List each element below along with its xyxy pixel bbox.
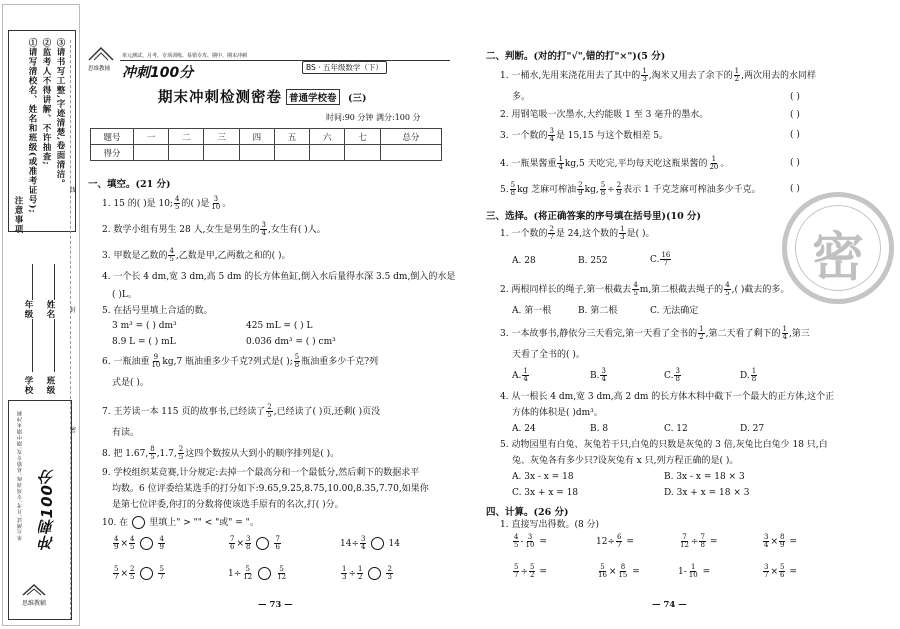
sidebar-notes-title: 注意事项 [13,196,23,234]
score-cell[interactable] [380,145,441,161]
fraction: $\frac{3}{4}$ [261,221,266,237]
choice-1-option-c[interactable]: C. $\frac{16}{7}$ [650,251,671,267]
choice-5-option-d[interactable]: D. 3x + x = 18 × 3 [664,488,750,498]
question-1: 1. 15 的( )是 10; $\frac{4}{5}$ 的( )是 $\frac{3}{10}$ 。 [102,195,232,211]
subtitle-boxed: 普通学校卷 [286,89,340,105]
question-9-line1: 9. 学校组织某竞赛,计分规定:去掉一个最高分和一个最低分,然后剩下的数据求平 [102,468,420,478]
choice-2-option-a[interactable]: A. 第一根 [512,306,552,316]
sidebar-class-label: 班级 [45,376,55,395]
judge-answer-5[interactable]: ( ) [790,184,800,194]
question-4-line2: ( )L。 [112,290,137,300]
choice-3-line1: 3. 一本故事书,静依分三天看完,第一天看了全书的 $\frac{1}{2}$ ,第二天看了剩下的 $\frac{1}{4}$ ,第三 [500,325,810,341]
compare-circle-icon [132,516,145,529]
logo: 冲刺100分 [122,65,194,81]
compare-answer-circle[interactable] [258,567,271,580]
question-5: 5. 在括号里填上合适的数。 [102,306,213,316]
sidebar-ad-text: 单元测试,月考,专项训练,易错专攻,期中期末冲刺 [17,410,23,541]
compare-answer-circle[interactable] [368,567,381,580]
choice-5-option-b[interactable]: B. 3x - x = 18 × 3 [664,472,745,482]
compare-item-4: $\frac{5}{7}$ × $\frac{2}{5}$ $\frac{5}{7}$ [114,565,164,581]
choice-2-option-c[interactable]: C. 无法确定 [650,306,699,316]
judge-2: 2. 用钢笔吸一次墨水,大约能吸 1 至 3 毫升的墨水。 [500,110,709,120]
sidebar-brand: 思维教辅 [22,600,47,607]
fraction: $\frac{4}{5}$ [169,247,174,263]
question-4-line1: 4. 一个长 4 dm,宽 3 dm,高 5 dm 的长方体鱼缸,倒入水后量得水深 3.5 dm,倒入的水是 [102,272,456,282]
choice-4-option-d[interactable]: D. 27 [740,424,765,434]
compare-item-5: 1÷ $\frac{5}{12}$ $\frac{5}{12}$ [228,565,287,581]
sidebar-note-1: ①请写清校名、姓名和班级(或准考证号); [27,38,37,214]
score-cell[interactable] [239,145,274,161]
question-7-line2: 有读。 [112,428,140,438]
judge-4: 4. 一瓶果酱重 $\frac{1}{4}$ kg,5 天吃完,平均每天吃这瓶果酱的 $\frac{1}{20}$ 。 [500,155,730,171]
page-number-left: — 73 — [258,600,293,610]
judge-1-line1: 1. 一桶水,先用来浇花用去了其中的 $\frac{1}{3}$ ,淘米又用去了余下的 $\frac{1}{2}$ ,两次用去的水同样 [500,67,816,83]
compare-item-1: $\frac{4}{9}$ × $\frac{4}{5}$ $\frac{4}{9}$ [114,535,164,551]
sidebar-grade-label: 年级 [23,300,33,319]
fraction: $\frac{8}{5}$ [150,445,155,461]
score-cell[interactable] [169,145,204,161]
question-8: 8. 把 1.67, $\frac{8}{5}$ ,1.7, $\frac{2}{5}$ 这四个数按从大到小的顺序排列是( )。 [102,445,340,461]
calc-item-6: $\frac{5}{16}$ × $\frac{8}{15}$ = [598,563,640,579]
calc-item-3: $\frac{7}{12}$ ÷ $\frac{7}{8}$ = [680,533,718,549]
score-cell[interactable] [345,145,380,161]
question-6-line1: 6. 一瓶油重 $\frac{9}{10}$ kg,7 瓶油重多少千克?列式是( ); $\frac{5}{8}$ 瓶油重多少千克?列 [102,353,379,369]
score-table [90,128,442,161]
page-number-right: — 74 — [652,600,687,610]
score-header-cell: 七 [345,129,380,145]
choice-3-option-b[interactable]: B. $\frac{3}{4}$ [590,367,606,383]
calc-item-2: 12÷ $\frac{6}{7}$ = [596,533,634,549]
judge-answer-4[interactable]: ( ) [790,158,800,168]
question-7-line1: 7. 王芳读一本 115 页的故事书,已经读了 $\frac{2}{5}$ ,已经读了( )页,还剩( )页没 [102,403,381,419]
choice-4-option-c[interactable]: C. 12 [664,424,688,434]
compare-answer-circle[interactable] [371,537,384,550]
judge-answer-2[interactable]: ( ) [790,110,800,120]
fraction: $\frac{5}{8}$ [294,353,300,369]
question-10: 10. 在 里填上" > "" < "或" = "。 [102,518,259,528]
sidebar-school-label: 学校 [23,376,33,395]
compare-answer-circle[interactable] [256,537,269,550]
choice-2: 2. 两根同样长的绳子,第一根截去 $\frac{4}{5}$ m,第二根截去绳子的 $\frac{4}{5}$ ,( )截去的多。 [500,281,790,297]
choice-4-option-b[interactable]: B. 8 [590,424,609,434]
calc-item-1: $\frac{4}{5}$ - $\frac{3}{10}$ = [514,533,547,549]
score-header-cell: 总分 [380,129,441,145]
choice-3-option-a[interactable]: A. $\frac{1}{4}$ [512,367,528,383]
question-2: 2. 数学小组有男生 28 人,女生是男生的 $\frac{3}{4}$ ,女生有( )人。 [102,221,326,237]
score-header-cell: 题号 [91,129,134,145]
choice-5-option-c[interactable]: C. 3x + x = 18 [512,488,579,498]
fraction: $\frac{4}{5}$ [175,195,180,211]
fraction: $\frac{2}{5}$ [178,445,184,461]
calc-item-8: $\frac{3}{7}$ × $\frac{5}{6}$ = [764,563,797,579]
question-9-line2: 均数。6 位评委给某选手的打分如下:9.65,9.25,8.75,10.00,8.35,7.70,如果你 [112,484,429,494]
choice-4-line1: 4. 从一根长 4 dm,宽 3 dm,高 2 dm 的长方体木料中截下一个最大的正方体,这个正 [500,392,835,402]
question-5-row1b: 425 mL = ( ) L [246,321,313,331]
section-calc: 四、计算。(26 分) [486,507,569,518]
choice-1-option-a[interactable]: A. 28 [512,256,536,266]
score-header-cell: 二 [169,129,204,145]
full-score-info: 满分:100 分 [376,113,421,122]
question-5-row1a: 3 m³ = ( ) dm³ [112,321,177,331]
question-3: 3. 甲数是乙数的 $\frac{4}{5}$ ,乙数是甲,乙两数之和的( )。 [102,247,291,263]
score-cell[interactable] [134,145,169,161]
seal-label: 封 [70,307,77,314]
header-rule [120,60,450,61]
judge-answer-3[interactable]: ( ) [790,130,800,140]
choice-4-option-a[interactable]: A. 24 [512,424,536,434]
brand-left: 思维教辅 [88,66,111,72]
compare-answer-circle[interactable] [140,567,153,580]
compare-answer-circle[interactable] [140,537,153,550]
calc-item-4: $\frac{3}{4}$ × $\frac{8}{9}$ = [764,533,797,549]
choice-5-line2: 兔、灰兔各有多少只?设灰兔有 x 只,列方程正确的是( )。 [512,456,739,466]
score-cell[interactable] [310,145,345,161]
choice-3-line2: 天看了全书的( )。 [512,350,585,360]
stamp-text: 密 [811,227,864,288]
compare-item-2: $\frac{7}{6}$ × $\frac{3}{8}$ $\frac{7}{6}$ [230,535,280,551]
question-5-row2b: 0.036 dm³ = ( ) cm³ [246,337,336,347]
fraction: $\frac{2}{5}$ [267,403,272,419]
score-header-cell: 六 [310,129,345,145]
choice-1: 1. 一个数的 $\frac{2}{7}$ 是 24,这个数的 $\frac{1}{3}$ 是( )。 [500,225,655,241]
score-table-score-row [91,145,442,161]
section-choice: 三、选择。(将正确答案的序号填在括号里)(10 分) [486,211,702,222]
judge-5: 5. $\frac{5}{8}$ kg 芝麻可榨油 $\frac{2}{9}$ kg, $\frac{5}{8}$ ÷ $\frac{2}{9}$ 表示 1 千克芝麻可榨油多少千克。 [500,181,761,197]
score-cell[interactable] [274,145,309,161]
score-header-cell: 三 [204,129,239,145]
calc-item-7: 1- $\frac{1}{10}$ = [678,563,711,579]
line-label: 线 [70,187,77,194]
sidebar-note-3: ③请书写工整,字迹清楚,卷面清洁。 [55,38,65,189]
section-fill-blank: 一、填空。(21 分) [88,179,171,190]
calc-item-5: $\frac{5}{7}$ ÷ $\frac{5}{2}$ = [514,563,547,579]
choice-3-option-d[interactable]: D. $\frac{1}{8}$ [740,367,757,383]
dense-label: 密 [70,427,77,434]
judge-3: 3. 一个数的 $\frac{3}{4}$ 是 15,15 与这个数相差 5。 [500,127,668,143]
grade-badge: BS · 五年级数学（下） [302,61,387,74]
series-text: 单元测试、月考、专项训练、易错专攻、期中、期末冲刺 [122,53,248,59]
sidebar-brand-icon [22,582,46,596]
exam-title: 期末冲刺检测密卷 [158,89,282,106]
score-header-cell: 五 [274,129,309,145]
compare-item-3: 14÷ $\frac{3}{4}$ 14 [340,535,400,551]
fraction: $\frac{3}{10}$ [211,195,221,211]
choice-4-line2: 方体的体积是( )dm³。 [512,408,603,418]
score-header-cell: 一 [134,129,169,145]
question-5-row2a: 8.9 L = ( ) mL [112,337,176,347]
choice-5-line1: 5. 动物园里有白兔、灰兔若干只,白兔的只数是灰兔的 3 倍,灰兔比白兔少 18 只,白 [500,440,828,450]
score-cell[interactable] [204,145,239,161]
choice-5-option-a[interactable]: A. 3x - x = 18 [512,472,574,482]
sidebar-logo: 冲刺100分 [38,468,56,551]
compare-item-6: $\frac{1}{3}$ ÷ $\frac{1}{2}$ $\frac{2}{3}$ [342,565,392,581]
choice-1-option-b[interactable]: B. 252 [578,256,608,266]
question-9-line3: 是第七位评委,你打的分数将使该选手原有的名次,打( )分。 [112,500,344,510]
fraction: $\frac{9}{10}$ [151,353,161,369]
score-table-header-row [91,129,442,145]
brand-icon [88,46,114,62]
subtitle-number: (三) [348,93,367,104]
calc-instruction: 1. 直接写出得数。(8 分) [500,520,600,530]
judge-answer-1[interactable]: ( ) [790,92,800,102]
question-6-line2: 式是( )。 [112,378,149,388]
sidebar-note-2: ②监考人不得讲解、不许抽查; [41,38,51,166]
score-header-cell: 四 [239,129,274,145]
score-row-label: 得分 [91,145,134,161]
choice-3-option-c[interactable]: C. $\frac{3}{8}$ [664,367,680,383]
judge-1-line2: 多。 [512,92,531,102]
section-judge: 二、判断。(对的打"√",错的打"×")(5 分) [486,51,666,62]
time-info: 时间:90 分钟 [326,113,374,122]
secret-stamp [782,192,894,304]
sidebar-name-label: 姓名 [45,300,55,319]
choice-2-option-b[interactable]: B. 第二根 [578,306,618,316]
